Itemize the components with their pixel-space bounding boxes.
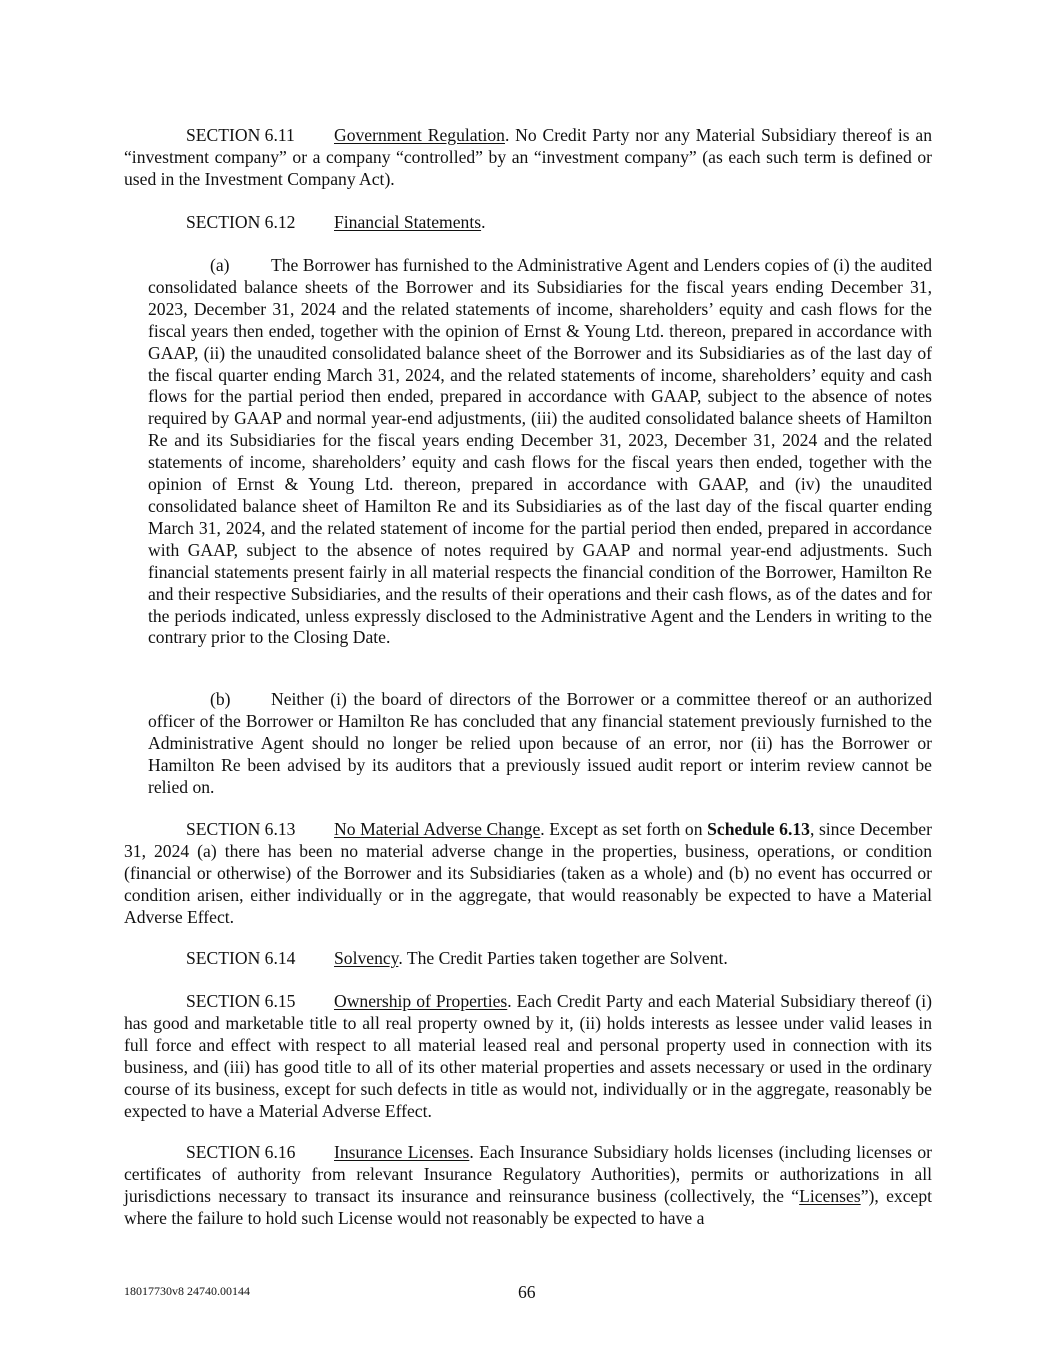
section-6-11-title: Government Regulation [334, 125, 505, 145]
section-6-15-number: SECTION 6.15 [186, 991, 296, 1011]
section-6-12-a-label: (a) [210, 255, 230, 275]
section-6-14-number: SECTION 6.14 [186, 948, 296, 968]
section-6-13-text-before: . Except as set forth on [540, 819, 708, 839]
section-6-12-a-paragraph [148, 255, 932, 649]
section-6-12-b-paragraph [148, 689, 932, 799]
section-6-12-a-text: The Borrower has furnished to the Administrative Agent and Lenders copies of (i) the audited consolidated balance sheets of the Borrower and its Subsidiaries for the fiscal years ending December 31, 2023, December 31, 2024 and the related statements of income, shareholders’ equity and cash flows for the fiscal years then ended, together with the opinion of Ernst & Young Ltd. thereon, prepared in accordance with GAAP, (ii) the unaudited consolidated balance sheet of the Borrower and its Subsidiaries as of the last day of the fiscal quarter ending March 31, 2024, and the related statements of income, shareholders’ equity and cash flows for the partial period then ended, prepared in accordance with GAAP, subject to the absence of notes required by GAAP and normal year-end adjustments, (iii) the audited consolidated balance sheets of Hamilton Re and its Subsidiaries for the fiscal years ending December 31, 2023, December 31, 2024 and the related statements of income, shareholders’ equity and cash flows for the fiscal years then ended, together with the opinion of Ernst & Young Ltd. thereon, prepared in accordance with GAAP, and (iv) the unaudited consolidated balance sheet of Hamilton Re and its Subsidiaries as of the last day of the fiscal quarter ending March 31, 2024, and the related statement of income for the partial period then ended, prepared in accordance with GAAP, subject to the absence of notes required by GAAP and normal year-end adjustments. Such financial statements present fairly in all material respects the financial condition of the Borrower, Hamilton Re and their respective Subsidiaries, and the results of their operations and their cash flows, as of the dates and for the periods indicated, unless expressly disclosed to the Administrative Agent and the Lenders in writing to the contrary prior to the Closing Date. [148, 255, 932, 648]
section-6-16-text-after: ”), except where the failure to hold such License would not reasonably be expected to have a [124, 1185, 933, 1228]
section-6-16-defined-term: Licenses [799, 1185, 861, 1206]
footer-document-id: 18017730v8 24740.00144 [124, 1284, 250, 1298]
section-6-11-text: . No Credit Party nor any Material Subsidiary thereof is an “investment company” or a company “controlled” by an “investment company” (as each such term is defined or used in the Investment Company Act). [124, 125, 932, 189]
section-6-13-paragraph [124, 819, 932, 929]
section-6-12-title: Financial Statements [334, 212, 482, 232]
section-6-15-text: . Each Credit Party and each Material Subsidiary thereof (i) has good and marketable title to all real property owned by it, (ii) holds interests as lessee under valid leases in full force and effect with respect to all material leased real and personal property used in connection with its business, and (iii) has good title to all of its other material properties and assets necessary or used in the ordinary course of its business, except for such defects in title as would not, individually or in the aggregate, reasonably be expected to have a Material Adverse Effect. [124, 991, 933, 1121]
section-6-12-heading [186, 212, 485, 234]
section-6-16-title: Insurance Licenses [334, 1142, 470, 1162]
section-6-13-schedule-ref: Schedule 6.13 [707, 819, 810, 839]
section-6-12-b-text: Neither (i) the board of directors of the Borrower or a committee thereof or an authorized officer of the Borrower or Hamilton Re has concluded that any financial statement previously furnished to the Administrative Agent should no longer be relied upon because of an error, nor (ii) has the Borrower or Hamilton Re been advised by its auditors that a previously issued audit report or interim review cannot be relied on. [148, 689, 932, 797]
section-6-11-paragraph [124, 125, 932, 191]
section-6-15-paragraph [124, 991, 932, 1122]
section-6-14-title: Solvency [334, 948, 399, 968]
section-6-16-text-before: . Each Insurance Subsidiary holds licenses (including licenses or certificates of authority from relevant Insurance Regulatory Authorities), permits or authorizations in all jurisdictions necessary to transact its insurance and reinsurance business (collectively, the “ [124, 1142, 932, 1206]
section-6-13-number: SECTION 6.13 [186, 819, 296, 839]
section-6-14-text: . The Credit Parties taken together are Solvent. [398, 948, 728, 968]
section-6-11-number: SECTION 6.11 [186, 125, 295, 145]
section-6-16-number: SECTION 6.16 [186, 1142, 296, 1162]
section-6-13-title: No Material Adverse Change [334, 819, 541, 839]
section-6-13-text-after: , since December 31, 2024 (a) there has been no material adverse change in the properties, business, operations, or condition (financial or otherwise) of the Borrower and its Subsidiaries (taken as a whole) and (b) no event has occurred or condition arisen, either individually or in the aggregate, that would reasonably be expected to have a Material Adverse Effect. [124, 819, 932, 927]
section-6-12-b-label: (b) [210, 689, 231, 709]
section-6-15-title: Ownership of Properties [334, 991, 508, 1011]
section-6-14-paragraph [124, 948, 932, 970]
section-6-16-paragraph [124, 1142, 932, 1230]
page-number: 66 [518, 1282, 536, 1302]
section-6-12-title-suffix: . [481, 212, 486, 232]
section-6-12-number: SECTION 6.12 [186, 212, 296, 232]
